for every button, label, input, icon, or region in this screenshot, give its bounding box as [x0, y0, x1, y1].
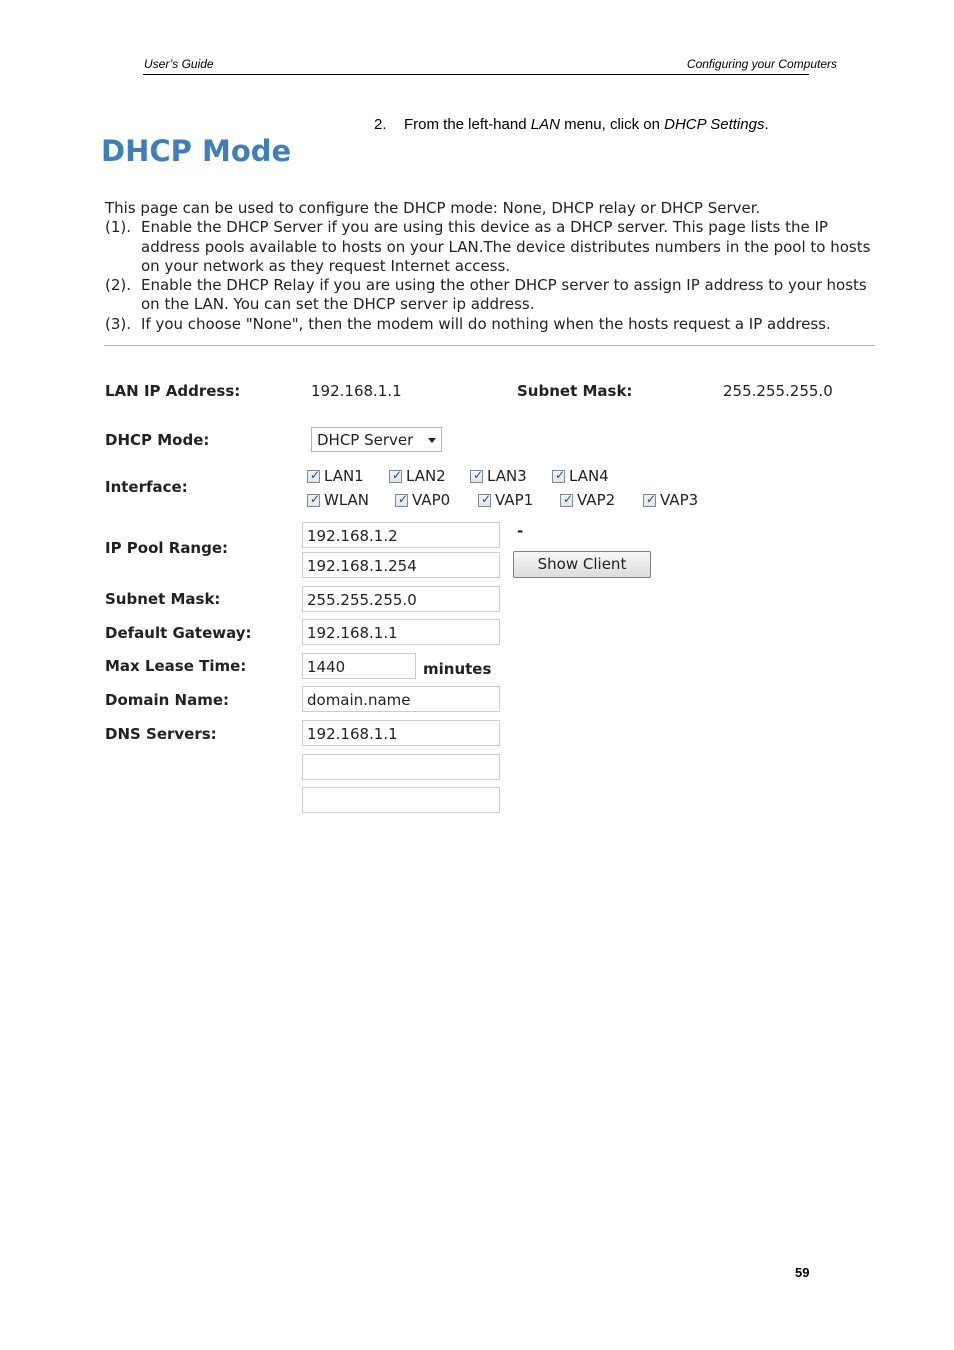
checkbox-checked-icon[interactable]: [552, 467, 566, 483]
interface-checkbox-label: VAP1: [495, 491, 534, 509]
dns-servers-label: DNS Servers:: [105, 725, 217, 743]
checkmark-icon: ✓: [310, 467, 321, 482]
show-client-button[interactable]: Show Client: [513, 551, 651, 578]
max-lease-time-label: Max Lease Time:: [105, 657, 247, 675]
ip-pool-range-label: IP Pool Range:: [105, 539, 229, 557]
description-intro: This page can be used to configure the DHCP mode: None, DHCP relay or DHCP Server.: [105, 199, 761, 217]
interface-checkbox-vap3[interactable]: [643, 491, 698, 509]
description-item-text: Enable the DHCP Relay if you are using the other DHCP server to assign IP address to your hosts on the LAN. You can set the DHCP server ip address.: [141, 276, 867, 314]
max-lease-time-input[interactable]: 1440: [302, 653, 416, 679]
interface-checkbox-wlan[interactable]: [307, 491, 369, 509]
checkbox-checked-icon[interactable]: [560, 491, 574, 507]
header-right: Configuring your Computers: [686, 57, 837, 71]
lease-unit-label: minutes: [423, 660, 492, 678]
checkbox-checked-icon[interactable]: [307, 491, 321, 507]
description-item-text: Enable the DHCP Server if you are using this device as a DHCP server. This page lists the IP address pools available to hosts on your LAN.The device distributes numbers in the pool to hosts on your network as they request Internet access.: [141, 218, 871, 275]
step-text: .: [764, 116, 769, 133]
dhcp-mode-select[interactable]: [311, 427, 442, 452]
checkmark-icon: ✓: [646, 491, 657, 506]
domain-name-label: Domain Name:: [105, 691, 230, 709]
description-item-number: (3).: [105, 314, 132, 333]
default-gateway-label: Default Gateway:: [105, 624, 252, 642]
subnet-mask-top-value: 255.255.255.0: [723, 382, 833, 400]
interface-checkbox-lan1[interactable]: [307, 467, 364, 485]
section-divider: [104, 345, 875, 346]
checkmark-icon: ✓: [563, 491, 574, 506]
subnet-mask-input[interactable]: 255.255.255.0: [302, 586, 500, 612]
description: [105, 199, 885, 334]
lan-ip-value: 192.168.1.1: [311, 382, 402, 400]
step-number: 2.: [374, 116, 387, 133]
checkbox-checked-icon[interactable]: [389, 467, 403, 483]
step-text: From the left-hand: [404, 116, 531, 133]
subnet-mask-top-label: Subnet Mask:: [517, 382, 633, 400]
checkmark-icon: ✓: [310, 491, 321, 506]
checkbox-checked-icon[interactable]: [470, 467, 484, 483]
domain-name-input[interactable]: domain.name: [302, 686, 500, 712]
dns-server-1-input[interactable]: 192.168.1.1: [302, 720, 500, 746]
interface-checkbox-label: WLAN: [324, 491, 370, 509]
dns-server-2-input[interactable]: [302, 754, 500, 780]
interface-checkbox-lan2[interactable]: [389, 467, 446, 485]
header-rule: [143, 74, 809, 75]
checkbox-checked-icon[interactable]: [478, 491, 492, 507]
description-item: [105, 315, 885, 334]
checkbox-checked-icon[interactable]: [307, 467, 321, 483]
interface-checkbox-label: VAP2: [577, 491, 616, 509]
page-title: DHCP Mode: [101, 134, 292, 168]
interface-checkbox-label: VAP0: [412, 491, 451, 509]
dhcp-mode-selected-value: DHCP Server: [317, 431, 414, 449]
interface-checkbox-label: LAN2: [406, 467, 446, 485]
checkmark-icon: ✓: [392, 467, 403, 482]
dns-server-3-input[interactable]: [302, 787, 500, 813]
step-instruction: [374, 116, 769, 133]
checkbox-checked-icon[interactable]: [643, 491, 657, 507]
description-item: [105, 218, 885, 276]
default-gateway-input[interactable]: 192.168.1.1: [302, 619, 500, 645]
interface-checkbox-label: LAN1: [324, 467, 364, 485]
step-text: menu, click on: [559, 116, 665, 133]
interface-checkbox-lan4[interactable]: [552, 467, 609, 485]
description-item-text: If you choose "None", then the modem will do nothing when the hosts request a IP address.: [141, 314, 831, 333]
interface-checkbox-vap1[interactable]: [478, 491, 533, 509]
pool-start-input[interactable]: 192.168.1.2: [302, 522, 500, 548]
interface-checkbox-label: LAN3: [487, 467, 527, 485]
pool-range-dash: -: [517, 522, 524, 540]
interface-checkbox-lan3[interactable]: [470, 467, 527, 485]
checkbox-checked-icon[interactable]: [395, 491, 409, 507]
step-emphasis-dhcp-settings: DHCP Settings: [664, 116, 765, 133]
pool-end-input[interactable]: 192.168.1.254: [302, 552, 500, 578]
checkmark-icon: ✓: [398, 491, 409, 506]
dhcp-mode-label: DHCP Mode:: [105, 431, 210, 449]
lan-ip-label: LAN IP Address:: [105, 382, 241, 400]
interface-label: Interface:: [105, 478, 188, 496]
interface-checkbox-vap2[interactable]: [560, 491, 615, 509]
interface-checkbox-label: VAP3: [660, 491, 699, 509]
subnet-mask-label: Subnet Mask:: [105, 590, 221, 608]
header-left: User’s Guide: [144, 57, 214, 71]
step-emphasis-lan: LAN: [530, 116, 560, 133]
description-item-number: (2).: [105, 276, 132, 295]
description-item-number: (1).: [105, 218, 132, 237]
description-item: [105, 276, 885, 315]
chevron-down-icon: [428, 438, 436, 443]
interface-checkbox-vap0[interactable]: [395, 491, 450, 509]
checkmark-icon: ✓: [481, 491, 492, 506]
interface-checkbox-label: LAN4: [569, 467, 609, 485]
checkmark-icon: ✓: [555, 467, 566, 482]
page-number: 59: [795, 1265, 810, 1280]
checkmark-icon: ✓: [473, 467, 484, 482]
